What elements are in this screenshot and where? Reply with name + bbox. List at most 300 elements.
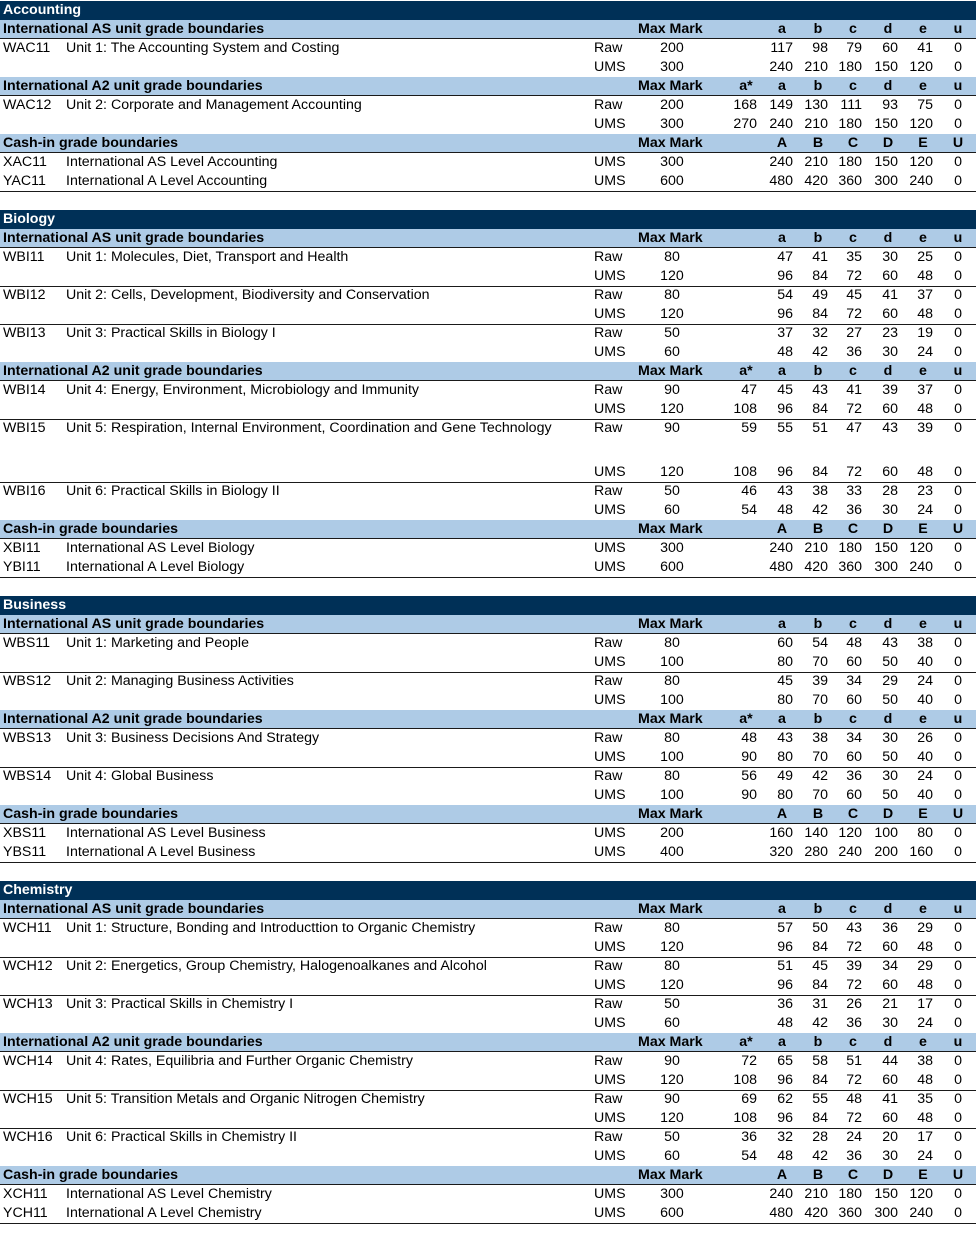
grade-value: 98 <box>812 40 828 56</box>
grade-value: 0 <box>954 920 962 936</box>
grade-value: 0 <box>954 540 962 556</box>
grade-value: 0 <box>954 154 962 170</box>
grade-header: u <box>953 711 963 727</box>
grade-value: 36 <box>777 996 793 1012</box>
grade-header: u <box>953 230 963 246</box>
mark-type: Raw <box>594 249 623 265</box>
grade-value: 84 <box>812 939 828 955</box>
grade-value: 96 <box>777 401 793 417</box>
grade-value: 40 <box>917 692 933 708</box>
mark-type: UMS <box>594 116 626 132</box>
grade-value: 0 <box>954 344 962 360</box>
grade-value: 30 <box>882 768 898 784</box>
unit-raw-row <box>0 324 976 343</box>
grade-value: 48 <box>917 1072 933 1088</box>
grade-header: c <box>849 711 857 727</box>
mark-type: UMS <box>594 1148 626 1164</box>
grade-value: 96 <box>777 1110 793 1126</box>
grade-value: 45 <box>812 958 828 974</box>
unit-title: Unit 4: Rates, Equilibria and Further Organic Chemistry <box>66 1053 413 1069</box>
qualification-code: YAC11 <box>3 173 46 189</box>
max-mark: 80 <box>664 768 680 784</box>
grade-value: 93 <box>882 97 898 113</box>
grade-value: 0 <box>954 325 962 341</box>
unit-raw-row <box>0 995 976 1014</box>
grade-value: 47 <box>777 249 793 265</box>
qualification-title: International A Level Chemistry <box>66 1205 262 1221</box>
mark-type: UMS <box>594 1110 626 1126</box>
unit-code: WBI15 <box>3 420 46 436</box>
grade-value: 140 <box>804 825 828 841</box>
grade-value: 108 <box>733 401 757 417</box>
grade-value: 34 <box>846 673 862 689</box>
max-mark-header: Max Mark <box>638 901 703 917</box>
grade-header: a* <box>739 1034 753 1050</box>
grade-header: a <box>778 363 786 379</box>
grade-value: 65 <box>777 1053 793 1069</box>
grade-value: 70 <box>812 692 828 708</box>
mark-type: Raw <box>594 768 623 784</box>
grade-value: 120 <box>909 540 933 556</box>
grade-value: 0 <box>954 1186 962 1202</box>
grade-header: u <box>953 363 963 379</box>
grade-value: 72 <box>846 1110 862 1126</box>
grade-value: 41 <box>846 382 862 398</box>
grade-value: 240 <box>909 173 933 189</box>
grade-header: D <box>882 521 894 537</box>
mark-type: Raw <box>594 287 623 303</box>
grade-header: D <box>882 1167 894 1183</box>
grade-value: 0 <box>954 173 962 189</box>
grade-value: 45 <box>777 382 793 398</box>
grade-value: 120 <box>909 116 933 132</box>
grade-value: 41 <box>917 40 933 56</box>
max-mark-header: Max Mark <box>638 21 703 37</box>
max-mark: 120 <box>660 401 684 417</box>
grade-value: 0 <box>954 116 962 132</box>
grade-header: b <box>813 230 823 246</box>
unit-ums-row <box>0 343 976 362</box>
grade-value: 60 <box>882 464 898 480</box>
grade-value: 180 <box>838 540 862 556</box>
unit-title: Unit 1: Molecules, Diet, Transport and Health <box>66 249 349 265</box>
section-title: International A2 unit grade boundaries <box>3 1034 263 1050</box>
grade-header: c <box>849 616 857 632</box>
unit-code: WAC12 <box>3 97 52 113</box>
grade-header: b <box>813 363 823 379</box>
unit-ums-row <box>0 267 976 286</box>
cashin-row <box>0 824 976 843</box>
grade-header: e <box>919 78 927 94</box>
grade-value: 150 <box>874 540 898 556</box>
grade-value: 50 <box>882 787 898 803</box>
unit-ums-row <box>0 58 976 77</box>
grade-header: c <box>849 363 857 379</box>
grade-header: E <box>918 1167 928 1183</box>
max-mark: 50 <box>664 1129 680 1145</box>
max-mark-header: Max Mark <box>638 135 703 151</box>
grade-value: 36 <box>741 1129 757 1145</box>
grade-value: 48 <box>846 1091 862 1107</box>
grade-value: 48 <box>917 401 933 417</box>
unit-ums-row <box>0 1071 976 1090</box>
grade-value: 43 <box>777 730 793 746</box>
grade-value: 37 <box>917 287 933 303</box>
grade-header: A <box>776 1167 788 1183</box>
grade-value: 480 <box>769 173 793 189</box>
unit-raw-row <box>0 381 976 400</box>
grade-value: 96 <box>777 939 793 955</box>
grade-value: 96 <box>777 1072 793 1088</box>
cashin-row <box>0 153 976 172</box>
grade-value: 39 <box>812 673 828 689</box>
max-mark-header: Max Mark <box>638 616 703 632</box>
grade-value: 0 <box>954 1053 962 1069</box>
grade-header: d <box>883 363 893 379</box>
grade-header: d <box>883 230 893 246</box>
grade-value: 36 <box>846 502 862 518</box>
grade-value: 0 <box>954 306 962 322</box>
max-mark-header: Max Mark <box>638 230 703 246</box>
subject-header <box>0 596 976 615</box>
grade-value: 41 <box>812 249 828 265</box>
grade-value: 84 <box>812 977 828 993</box>
grade-value: 50 <box>882 654 898 670</box>
unit-code: WCH11 <box>3 920 52 936</box>
grade-value: 120 <box>909 1186 933 1202</box>
unit-title: Unit 4: Global Business <box>66 768 214 784</box>
grade-value: 48 <box>917 939 933 955</box>
grade-value: 23 <box>882 325 898 341</box>
grade-value: 51 <box>812 420 828 436</box>
grade-value: 70 <box>812 749 828 765</box>
mark-type: UMS <box>594 939 626 955</box>
max-mark: 300 <box>660 1186 684 1202</box>
max-mark: 60 <box>664 1148 680 1164</box>
grade-header: e <box>919 363 927 379</box>
section-header <box>0 615 976 634</box>
max-mark: 80 <box>664 920 680 936</box>
unit-ums-row <box>0 115 976 134</box>
unit-raw-row <box>0 482 976 501</box>
grade-value: 0 <box>954 268 962 284</box>
max-mark: 120 <box>660 1072 684 1088</box>
grade-value: 34 <box>846 730 862 746</box>
mark-type: Raw <box>594 958 623 974</box>
grade-value: 160 <box>909 844 933 860</box>
max-mark: 90 <box>664 1091 680 1107</box>
grade-value: 75 <box>917 97 933 113</box>
section-title: Cash-in grade boundaries <box>3 521 179 537</box>
grade-value: 28 <box>882 483 898 499</box>
grade-header: a <box>778 21 786 37</box>
grade-header: e <box>919 901 927 917</box>
grade-value: 24 <box>846 1129 862 1145</box>
unit-ums-row <box>0 1109 976 1128</box>
max-mark: 80 <box>664 249 680 265</box>
max-mark: 200 <box>660 825 684 841</box>
max-mark: 120 <box>660 939 684 955</box>
grade-value: 160 <box>769 825 793 841</box>
grade-value: 210 <box>804 116 828 132</box>
section-header <box>0 710 976 729</box>
grade-value: 90 <box>741 787 757 803</box>
grade-value: 60 <box>882 939 898 955</box>
grade-header: d <box>883 616 893 632</box>
grade-value: 23 <box>917 483 933 499</box>
grade-value: 29 <box>917 920 933 936</box>
grade-value: 48 <box>777 344 793 360</box>
grade-value: 300 <box>874 1205 898 1221</box>
unit-code: WBS14 <box>3 768 52 784</box>
grade-value: 420 <box>804 559 828 575</box>
section-title: International A2 unit grade boundaries <box>3 363 263 379</box>
grade-value: 0 <box>954 249 962 265</box>
grade-value: 300 <box>874 173 898 189</box>
grade-value: 48 <box>741 730 757 746</box>
mark-type: Raw <box>594 382 623 398</box>
grade-value: 360 <box>838 173 862 189</box>
max-mark-header: Max Mark <box>638 711 703 727</box>
grade-value: 90 <box>741 749 757 765</box>
unit-raw-row <box>0 672 976 691</box>
max-mark: 300 <box>660 116 684 132</box>
qualification-title: International AS Level Biology <box>66 540 255 556</box>
grade-value: 35 <box>917 1091 933 1107</box>
max-mark: 600 <box>660 1205 684 1221</box>
section-title: Cash-in grade boundaries <box>3 1167 179 1183</box>
grade-value: 39 <box>917 420 933 436</box>
grade-header: e <box>919 711 927 727</box>
grade-value: 72 <box>846 306 862 322</box>
grade-value: 84 <box>812 1072 828 1088</box>
max-mark: 80 <box>664 730 680 746</box>
grade-value: 47 <box>846 420 862 436</box>
unit-ums-row <box>0 691 976 710</box>
grade-value: 80 <box>777 749 793 765</box>
grade-value: 0 <box>954 844 962 860</box>
grade-header: E <box>918 521 928 537</box>
unit-title: Unit 5: Respiration, Internal Environment, Coordination and Gene Technology <box>66 420 552 436</box>
grade-header: d <box>883 78 893 94</box>
unit-ums-row <box>0 501 976 520</box>
unit-title: Unit 4: Energy, Environment, Microbiology and Immunity <box>66 382 419 398</box>
grade-value: 33 <box>846 483 862 499</box>
grade-value: 24 <box>917 344 933 360</box>
grade-value: 0 <box>954 40 962 56</box>
grade-header: B <box>812 1167 824 1183</box>
grade-value: 24 <box>917 1015 933 1031</box>
grade-value: 55 <box>812 1091 828 1107</box>
mark-type: UMS <box>594 787 626 803</box>
mark-type: Raw <box>594 97 623 113</box>
grade-value: 0 <box>954 654 962 670</box>
unit-raw-row <box>0 419 976 438</box>
grade-value: 240 <box>769 59 793 75</box>
unit-title: Unit 3: Practical Skills in Biology I <box>66 325 276 341</box>
grade-value: 0 <box>954 692 962 708</box>
grade-value: 60 <box>882 306 898 322</box>
unit-raw-row <box>0 39 976 58</box>
grade-value: 30 <box>882 249 898 265</box>
unit-raw-row <box>0 919 976 938</box>
grade-header: u <box>953 1034 963 1050</box>
grade-value: 29 <box>917 958 933 974</box>
grade-value: 84 <box>812 1110 828 1126</box>
unit-raw-row <box>0 1128 976 1147</box>
subject-header <box>0 1 976 20</box>
grade-value: 42 <box>812 1148 828 1164</box>
grade-value: 40 <box>917 787 933 803</box>
grade-value: 27 <box>846 325 862 341</box>
grade-value: 42 <box>812 502 828 518</box>
grade-value: 480 <box>769 559 793 575</box>
grade-header: a* <box>739 711 753 727</box>
grade-value: 360 <box>838 1205 862 1221</box>
max-mark: 90 <box>664 420 680 436</box>
grade-value: 31 <box>812 996 828 1012</box>
grade-value: 30 <box>882 344 898 360</box>
grade-header: a <box>778 1034 786 1050</box>
unit-code: WCH16 <box>3 1129 53 1145</box>
subject-title: Business <box>3 597 67 613</box>
unit-code: WBI11 <box>3 249 45 265</box>
grade-header: c <box>849 901 857 917</box>
max-mark: 200 <box>660 97 684 113</box>
mark-type: UMS <box>594 154 626 170</box>
grade-value: 24 <box>917 768 933 784</box>
section-title: International AS unit grade boundaries <box>3 230 265 246</box>
grade-value: 35 <box>846 249 862 265</box>
grade-value: 210 <box>804 1186 828 1202</box>
grade-value: 54 <box>812 635 828 651</box>
mark-type: UMS <box>594 692 626 708</box>
grade-value: 0 <box>954 382 962 398</box>
grade-value: 0 <box>954 401 962 417</box>
grade-value: 200 <box>874 844 898 860</box>
grade-header: a <box>778 230 786 246</box>
grade-header: c <box>849 1034 857 1050</box>
grade-value: 51 <box>846 1053 862 1069</box>
max-mark: 600 <box>660 173 684 189</box>
grade-value: 0 <box>954 559 962 575</box>
grade-value: 60 <box>846 749 862 765</box>
grade-value: 84 <box>812 268 828 284</box>
max-mark: 90 <box>664 1053 680 1069</box>
unit-title: Unit 2: Energetics, Group Chemistry, Halogenoalkanes and Alcohol <box>66 958 487 974</box>
grade-value: 0 <box>954 1148 962 1164</box>
grade-value: 150 <box>874 116 898 132</box>
grade-value: 80 <box>777 654 793 670</box>
grade-value: 39 <box>846 958 862 974</box>
unit-ums-row <box>0 463 976 482</box>
subject-title: Chemistry <box>3 882 73 898</box>
section-header <box>0 229 976 248</box>
grade-header: b <box>813 78 823 94</box>
grade-header: d <box>883 901 893 917</box>
mark-type: Raw <box>594 1091 623 1107</box>
mark-type: UMS <box>594 464 626 480</box>
unit-code: WCH15 <box>3 1091 53 1107</box>
grade-value: 49 <box>777 768 793 784</box>
subject-title: Accounting <box>3 2 82 18</box>
grade-header: b <box>813 21 823 37</box>
grade-value: 240 <box>769 1186 793 1202</box>
grade-value: 149 <box>769 97 793 113</box>
grade-value: 60 <box>882 1110 898 1126</box>
grade-value: 44 <box>882 1053 898 1069</box>
grade-value: 36 <box>846 1015 862 1031</box>
mark-type: UMS <box>594 825 626 841</box>
max-mark: 80 <box>664 673 680 689</box>
cashin-row <box>0 172 976 191</box>
max-mark: 50 <box>664 996 680 1012</box>
grade-header: D <box>882 806 894 822</box>
grade-header: A <box>776 806 788 822</box>
grade-value: 0 <box>954 464 962 480</box>
grade-value: 70 <box>812 654 828 670</box>
unit-code: WCH13 <box>3 996 53 1012</box>
mark-type: UMS <box>594 1072 626 1088</box>
grade-value: 280 <box>804 844 828 860</box>
unit-title: Unit 1: Structure, Bonding and Introducttion to Organic Chemistry <box>66 920 476 936</box>
grade-value: 54 <box>741 1148 757 1164</box>
grade-value: 54 <box>741 502 757 518</box>
grade-value: 0 <box>954 825 962 841</box>
max-mark: 80 <box>664 635 680 651</box>
grade-value: 50 <box>882 749 898 765</box>
section-header <box>0 362 976 381</box>
grade-value: 0 <box>954 97 962 113</box>
grade-value: 180 <box>838 1186 862 1202</box>
cashin-row <box>0 539 976 558</box>
grade-value: 32 <box>812 325 828 341</box>
grade-value: 48 <box>917 977 933 993</box>
grade-value: 117 <box>770 40 793 56</box>
grade-value: 54 <box>777 287 793 303</box>
subject-header <box>0 881 976 900</box>
qualification-code: XCH11 <box>3 1186 48 1202</box>
grade-value: 240 <box>909 1205 933 1221</box>
grade-value: 0 <box>954 996 962 1012</box>
mark-type: UMS <box>594 1186 626 1202</box>
qualification-title: International A Level Biology <box>66 559 245 575</box>
grade-header: b <box>813 711 823 727</box>
grade-value: 96 <box>777 306 793 322</box>
grade-value: 0 <box>954 1129 962 1145</box>
max-mark: 100 <box>660 692 684 708</box>
grade-header: A <box>776 135 788 151</box>
section-title: Cash-in grade boundaries <box>3 806 179 822</box>
grade-value: 79 <box>846 40 862 56</box>
mark-type: Raw <box>594 920 623 936</box>
mark-type: UMS <box>594 1205 626 1221</box>
unit-title: Unit 6: Practical Skills in Chemistry II <box>66 1129 297 1145</box>
unit-title: Unit 2: Corporate and Management Accounting <box>66 97 362 113</box>
section-header <box>0 805 976 824</box>
section-header <box>0 20 976 39</box>
grade-header: u <box>953 78 963 94</box>
qualification-title: International AS Level Business <box>66 825 266 841</box>
grade-value: 480 <box>769 1205 793 1221</box>
grade-header: a <box>778 616 786 632</box>
grade-value: 24 <box>917 1148 933 1164</box>
grade-value: 28 <box>812 1129 828 1145</box>
grade-value: 48 <box>777 502 793 518</box>
grade-header: A <box>776 521 788 537</box>
unit-code: WCH12 <box>3 958 53 974</box>
grade-value: 96 <box>777 268 793 284</box>
